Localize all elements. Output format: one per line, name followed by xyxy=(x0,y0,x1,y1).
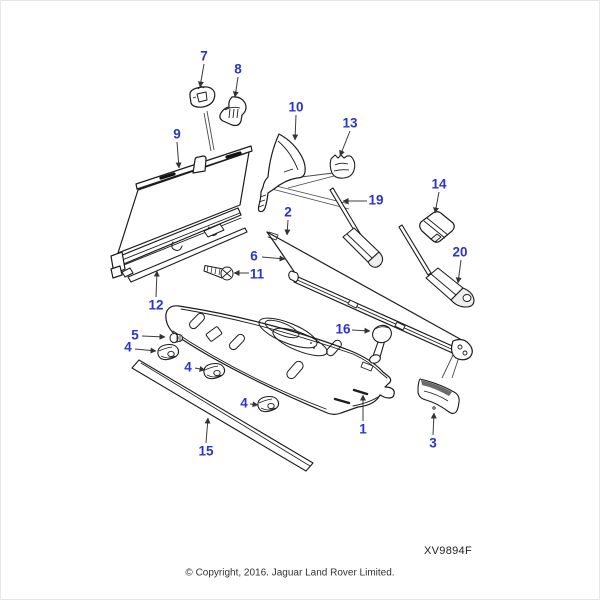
callout-10: 10 xyxy=(288,99,304,115)
callout-11: 11 xyxy=(249,266,265,282)
callout-5: 5 xyxy=(131,327,139,343)
callout-16: 16 xyxy=(335,321,351,337)
callout-4: 4 xyxy=(124,339,132,355)
callout-15: 15 xyxy=(198,443,214,459)
diagram-code: XV9894F xyxy=(424,545,472,557)
callout-19: 19 xyxy=(368,192,384,208)
callout-8: 8 xyxy=(234,61,242,77)
callout-3: 3 xyxy=(429,435,437,451)
callout-layer xyxy=(1,1,600,600)
callout-20: 20 xyxy=(452,244,468,260)
callout-2: 2 xyxy=(284,204,292,220)
copyright-text: © Copyright, 2016. Jaguar Land Rover Limited. xyxy=(185,567,395,579)
callout-4: 4 xyxy=(240,395,248,411)
callout-13: 13 xyxy=(342,115,358,131)
callout-7: 7 xyxy=(200,48,208,64)
callout-14: 14 xyxy=(431,176,447,192)
callout-12: 12 xyxy=(148,297,164,313)
callout-4: 4 xyxy=(184,359,192,375)
callout-9: 9 xyxy=(173,126,181,142)
callout-6: 6 xyxy=(250,248,258,264)
callout-1: 1 xyxy=(359,421,367,437)
